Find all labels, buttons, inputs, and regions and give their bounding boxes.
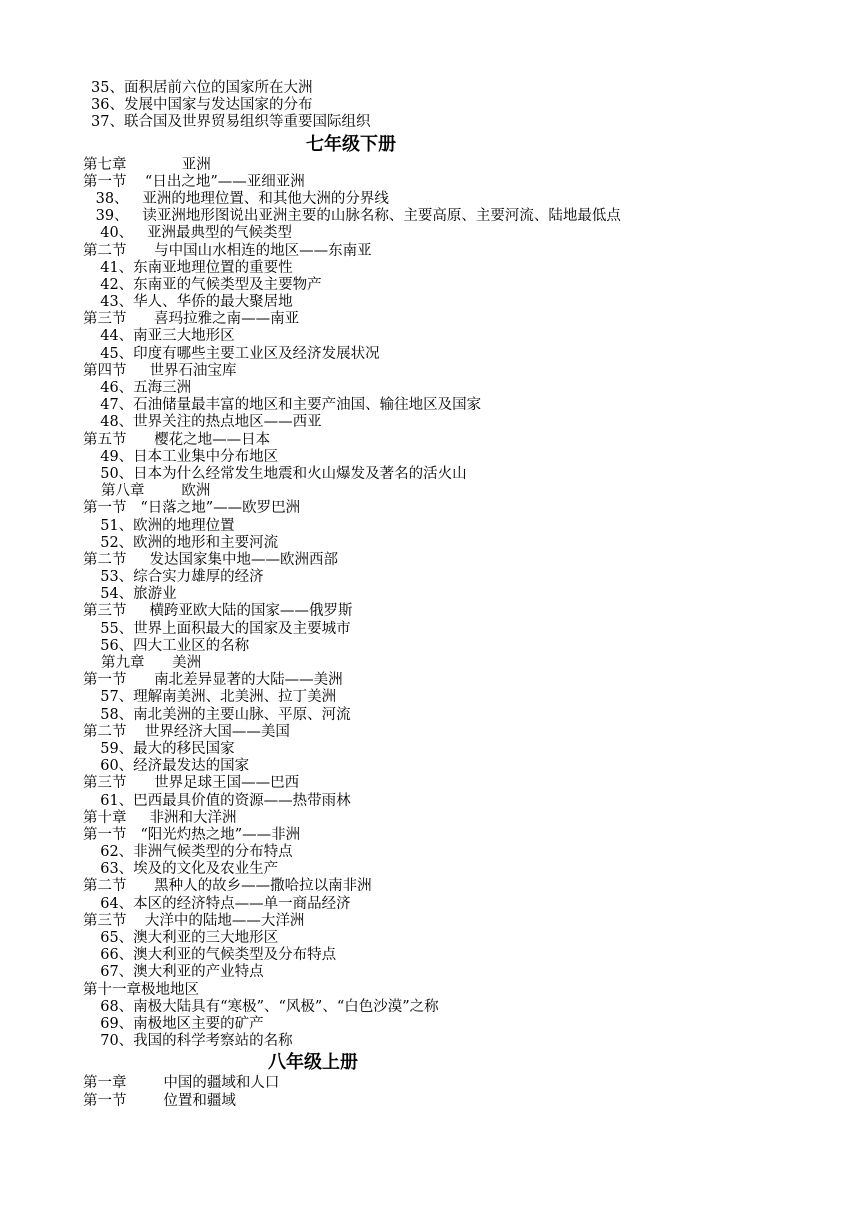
outline-heading: 第八章 欧洲 bbox=[101, 483, 211, 500]
outline-heading: 第一节 “日落之地”——欧罗巴洲 bbox=[83, 500, 301, 517]
outline-item: 70、我国的科学考察站的名称 bbox=[91, 1033, 293, 1050]
outline-item: 57、理解南美洲、北美洲、拉丁美洲 bbox=[91, 689, 337, 706]
outline-item: 37、联合国及世界贸易组织等重要国际组织 bbox=[91, 114, 371, 131]
outline-item: 47、石油储量最丰富的地区和主要产油国、输往地区及国家 bbox=[91, 397, 482, 414]
outline-item: 49、日本工业集中分布地区 bbox=[91, 448, 279, 465]
outline-item: 66、澳大利亚的气候类型及分布特点 bbox=[91, 947, 337, 964]
outline-heading: 第四节 世界石油宝库 bbox=[83, 362, 237, 379]
outline-item: 42、东南亚的气候类型及主要物产 bbox=[91, 276, 322, 293]
outline-item: 43、华人、华侨的最大聚居地 bbox=[91, 294, 293, 311]
outline-heading: 第二节 发达国家集中地——欧洲西部 bbox=[83, 551, 339, 568]
outline-list-7-lower bbox=[0, 157, 860, 1051]
outline-heading: 第二节 世界经济大国——美国 bbox=[83, 723, 290, 740]
outline-item: 45、印度有哪些主要工业区及经济发展状况 bbox=[91, 345, 380, 362]
outline-heading: 第一节 南北差异显著的大陆——美洲 bbox=[83, 672, 343, 689]
grade-heading-8-upper: 八年级上册 bbox=[268, 1052, 358, 1074]
outline-item: 46、五海三洲 bbox=[91, 380, 192, 396]
grade-heading-7-lower: 七年级下册 bbox=[306, 133, 396, 155]
outline-heading: 第九章 美洲 bbox=[101, 655, 202, 671]
outline-list-8-upper bbox=[0, 1075, 860, 1109]
outline-item: 61、巴西最具价值的资源——热带雨林 bbox=[91, 792, 351, 809]
outline-item: 55、世界上面积最大的国家及主要城市 bbox=[91, 620, 351, 637]
outline-list-top bbox=[0, 80, 860, 132]
outline-item: 59、最大的移民国家 bbox=[91, 740, 235, 757]
outline-heading: 第十一章极地地区 bbox=[83, 981, 199, 998]
outline-item: 58、南北美洲的主要山脉、平原、河流 bbox=[91, 706, 351, 723]
outline-heading: 第一节 位置和疆域 bbox=[83, 1092, 236, 1109]
outline-item: 41、东南亚地理位置的重要性 bbox=[91, 259, 293, 276]
outline-item: 36、发展中国家与发达国家的分布 bbox=[91, 97, 313, 114]
outline-item: 56、四大工业区的名称 bbox=[91, 637, 250, 654]
outline-heading: 第一章 中国的疆域和人口 bbox=[83, 1075, 280, 1092]
outline-item: 64、本区的经济特点——单一商品经济 bbox=[91, 895, 351, 912]
outline-item: 50、日本为什么经常发生地震和火山爆发及著名的活火山 bbox=[91, 465, 467, 482]
outline-item: 68、南极大陆具有“寒极”、“风极”、“白色沙漠”之称 bbox=[91, 998, 439, 1015]
outline-item: 38、 亚洲的地理位置、和其他大洲的分界线 bbox=[91, 190, 389, 207]
outline-item: 65、澳大利亚的三大地形区 bbox=[91, 930, 279, 946]
outline-item: 39、 读亚洲地形图说出亚洲主要的山脉名称、主要高原、主要河流、陆地最低点 bbox=[91, 208, 621, 225]
outline-item: 60、经济最发达的国家 bbox=[91, 758, 250, 775]
outline-item: 48、世界关注的热点地区——西亚 bbox=[91, 414, 322, 431]
outline-item: 44、南亚三大地形区 bbox=[91, 328, 235, 345]
outline-heading: 第二节 黑种人的故乡——撒哈拉以南非洲 bbox=[83, 878, 372, 895]
outline-heading: 第五节 樱花之地——日本 bbox=[83, 431, 271, 448]
outline-heading: 第三节 喜玛拉雅之南——南亚 bbox=[83, 311, 300, 328]
outline-item: 35、面积居前六位的国家所在大洲 bbox=[91, 80, 313, 96]
outline-item: 54、旅游业 bbox=[91, 586, 177, 603]
document-page bbox=[0, 80, 860, 1110]
outline-item: 62、非洲气候类型的分布特点 bbox=[91, 844, 293, 861]
outline-heading: 第二节 与中国山水相连的地区——东南亚 bbox=[83, 242, 372, 259]
outline-heading: 第三节 横跨亚欧大陆的国家——俄罗斯 bbox=[83, 603, 353, 620]
outline-heading: 第十章 非洲和大洋洲 bbox=[83, 809, 237, 826]
outline-item: 52、欧洲的地形和主要河流 bbox=[91, 534, 279, 551]
outline-item: 51、欧洲的地理位置 bbox=[91, 517, 235, 534]
outline-item: 63、埃及的文化及农业生产 bbox=[91, 861, 279, 878]
outline-heading: 第一节 “阳光灼热之地”——非洲 bbox=[83, 826, 301, 843]
outline-heading: 第三节 世界足球王国——巴西 bbox=[83, 775, 300, 792]
outline-heading: 第七章 亚洲 bbox=[83, 156, 211, 173]
outline-heading: 第三节 大洋中的陆地——大洋洲 bbox=[83, 912, 305, 929]
outline-heading: 第一节 “日出之地”——亚细亚洲 bbox=[83, 173, 305, 190]
outline-item: 40、 亚洲最典型的气候类型 bbox=[91, 225, 292, 242]
outline-item: 67、澳大利亚的产业特点 bbox=[91, 964, 264, 981]
outline-item: 69、南极地区主要的矿产 bbox=[91, 1015, 264, 1032]
outline-item: 53、综合实力雄厚的经济 bbox=[91, 569, 264, 586]
